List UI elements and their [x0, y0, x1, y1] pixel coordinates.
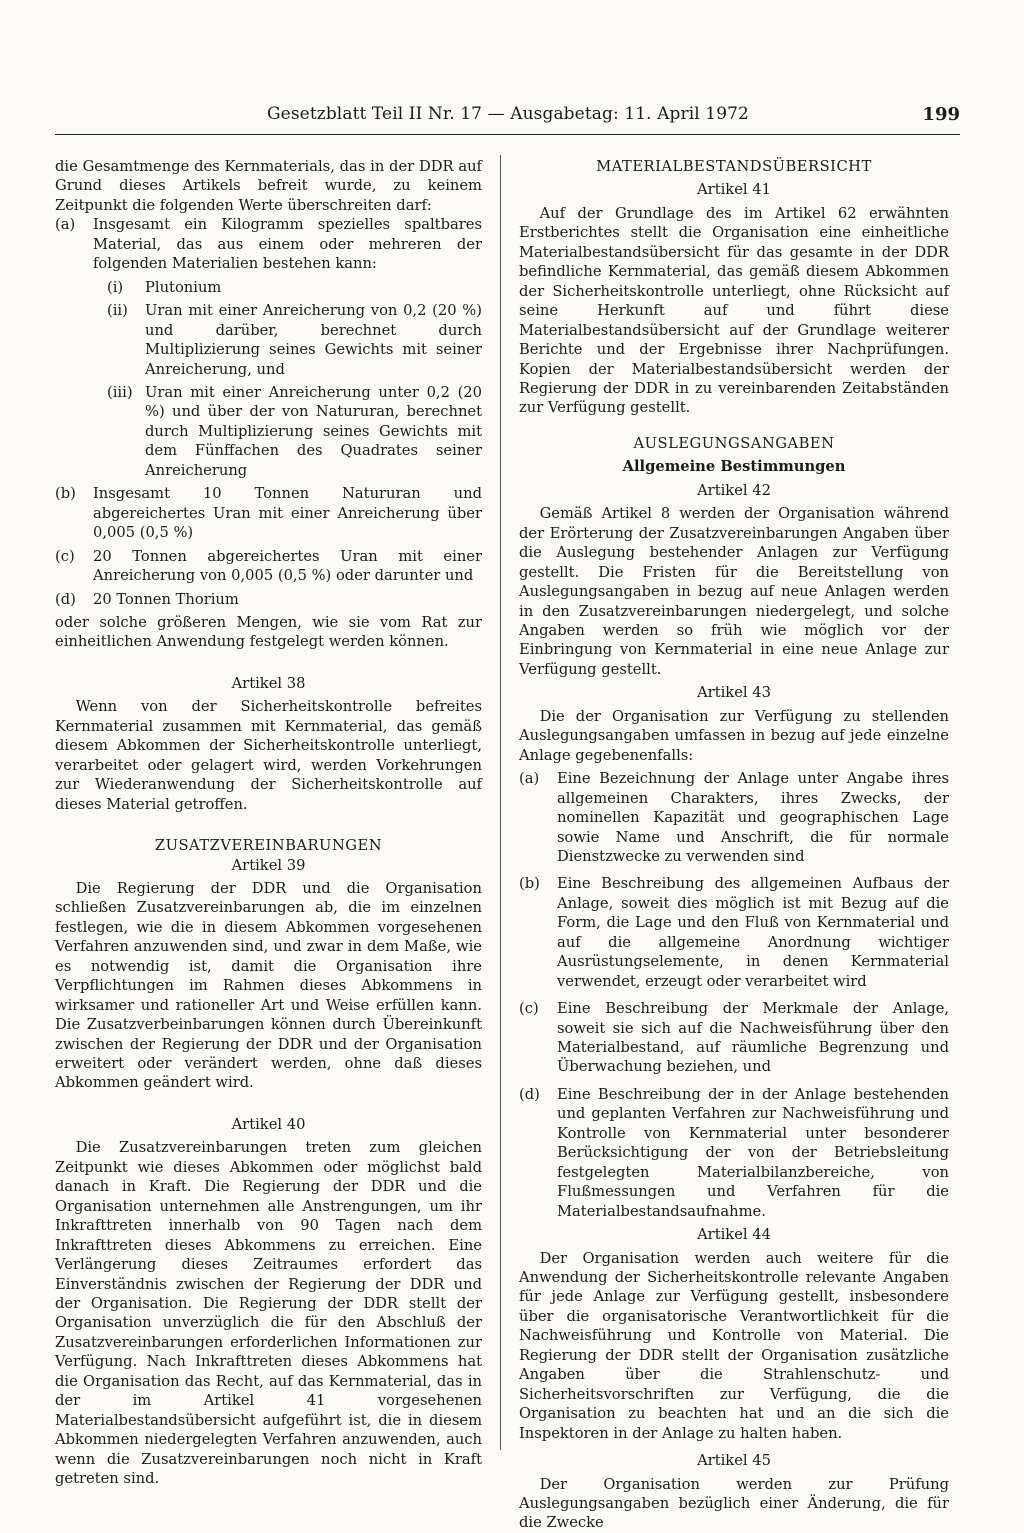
page-header [55, 98, 960, 135]
item-text: Eine Bezeichnung der Anlage unter Angabe ihres allgemeinen Charakters, ihres Zwecks, der nominellen Kapazität und geographischen Lage sowie Name und Anschrift, die für normale Dienstzwecke zu verwenden sind [557, 770, 949, 865]
header-title: Gesetzblatt Teil II Nr. 17 — Ausgabetag: 11. April 1972 [267, 104, 749, 124]
section-heading-auslegungsangaben: AUSLEGUNGSANGABEN [633, 434, 835, 452]
article-45-title: Artikel 45 [697, 1452, 771, 1470]
list-item-d [55, 590, 482, 609]
article-41-title: Artikel 41 [697, 181, 771, 199]
intro-paragraph: die Gesamtmenge des Kernmaterials, das in der DDR auf Grund dieses Artikels befreit wurde, zu keinem Zeitpunkt die folgenden Werte überschreiten darf: [55, 158, 482, 214]
item-text: Insgesamt 10 Tonnen Natururan und abgereichertes Uran mit einer Anreicherung über 0,005 (0,5 %) [93, 485, 482, 542]
list-item-c [519, 999, 949, 1077]
article-42-text: Gemäß Artikel 8 werden der Organisation während der Erörterung der Zusatzvereinbarungen Angaben über die Auslegung bestehender Anlagen zur Verfügung gestellt. Die Fristen für die Bereitstellung von Auslegungsangaben in bezug auf neue Anlagen werden in den Zusatzvereinbarungen niedergelegt, und solche Angaben werden so früh wie möglich vor der Einbringung von Kernmaterial in eine neue Anlage zur Verfügung gestellt. [519, 505, 949, 678]
list-item-a [519, 769, 949, 866]
sub-label: (i) [107, 278, 124, 296]
item-text: Eine Beschreibung der in der Anlage bestehenden und geplanten Verfahren zur Nachweisführung und Kontrolle von Kernmaterial unter besonderer Berücksichtigung der von der Betriebsleitung festgelegten Materialbilanzbereiche, von Flußmessungen und Verfahren für die Materialbestandsaufnahme. [557, 1085, 949, 1220]
article-41-text: Auf der Grundlage des im Artikel 62 erwähnten Erstberichtes stellt die Organisation eine einheitliche Materialbestandsübersicht für das gesamte in der DDR befindliche Kernmaterial, das gemäß diesem Abkommen der Sicherheitskontrolle unterliegt, ohne Rücksicht auf seine Herkunft auf und führt diese Materialbestandsübersicht auf der Grundlage weiterer Berichte und der Ergebnisse ihrer Nachprüfungen. Kopien der Materialbestandsübersicht werden der Regierung der DDR in zu vereinbarenden Zeitabständen zur Verfügung gestellt. [519, 204, 949, 417]
sub-label: (ii) [107, 302, 128, 320]
article-40-text: Die Zusatzvereinbarungen treten zum gleichen Zeitpunkt wie dieses Abkommen oder möglichst bald danach in Kraft. Die Regierung der DDR und die Organisation unternehmen alle Anstrengungen, um ihr Inkrafttreten innerhalb von 90 Tagen nach dem Inkrafttreten dieses Abkommens zu erreichen. Eine Verlängerung dieses Zeitraumes erfordert das Einverständnis zwischen der Regierung der DDR und der Organisation. Die Regierung der DDR stellt der Organisation unverzüglich die für den Abschluß der Zusatzvereinbarungen erforderlichen Informationen zur Verfügung. Nach Inkrafttreten dieses Abkommens hat die Organisation das Recht, auf das Kernmaterial, das in der im Artikel 41 vorgesehenen Materialbestandsübersicht aufgeführt ist, die in diesem Abkommen niedergelegten Verfahren anzuwenden, auch wenn die Zusatzvereinbarungen noch nicht in Kraft getreten sind. [55, 1139, 482, 1488]
article-44-title: Artikel 44 [697, 1226, 771, 1244]
sub-item-ii [107, 301, 482, 379]
list-item-c [55, 547, 482, 586]
list-item-a [55, 215, 482, 273]
article-42-title: Artikel 42 [697, 481, 771, 499]
item-label: (c) [519, 1000, 539, 1018]
article-40-title: Artikel 40 [231, 1115, 306, 1133]
article-45-text: Der Organisation werden zur Prüfung Auslegungsangaben bezüglich einer Änderung, die für die Zwecke [519, 1475, 949, 1532]
list-item-b [55, 484, 482, 542]
article-43-intro: Die der Organisation zur Verfügung zu stellenden Auslegungsangaben umfassen in bezug auf jede einzelne Anlage gegebenenfalls: [519, 707, 949, 764]
section-heading-materialbestand: MATERIALBESTANDSÜBERSICHT [596, 158, 872, 175]
item-label: (a) [519, 770, 540, 788]
closing-paragraph: oder solche größeren Mengen, wie sie vom Rat zur einheitlichen Anwendung festgelegt werden können. [55, 613, 482, 651]
left-column [55, 157, 482, 1489]
item-text: Insgesamt ein Kilogramm spezielles spaltbares Material, das aus einem oder mehreren der folgenden Materialien bestehen kann: [93, 216, 482, 273]
article-38-text: Wenn von der Sicherheitskontrolle befreites Kernmaterial zusammen mit Kernmaterial, das gemäß diesem Abkommen der Sicherheitskontrolle unterliegt, verarbeitet oder gelagert wird, werden Vorkehrungen zur Wiederanwendung der Sicherheitskontrolle auf dieses Material getroffen. [55, 698, 482, 813]
item-label: (d) [519, 1085, 540, 1103]
item-label: (b) [519, 875, 540, 893]
list-item-b [519, 874, 949, 991]
list-item-d [519, 1085, 949, 1221]
sub-text: Plutonium [145, 278, 222, 296]
article-39-text: Die Regierung der DDR und die Organisation schließen Zusatzvereinbarungen ab, die im einzelnen festlegen, wie die in diesem Abkommen vorgesehenen Verfahren anzuwenden sind, und zwar in dem Maße, wie es notwendig ist, damit die Organisation ihre Verpflichtungen im Rahmen dieses Abkommens in wirksamer und rationeller Art und Weise erfüllen kann. Die Zusatzverbeinbarungen können durch Übereinkunft zwischen der Regierung der DDR und der Organisation erweitert oder verändert werden, ohne daß dieses Abkommen geändert wird. [55, 879, 482, 1092]
page-number: 199 [922, 104, 960, 125]
article-43-title: Artikel 43 [697, 684, 771, 702]
item-text: 20 Tonnen abgereichertes Uran mit einer Anreicherung von 0,005 (0,5 %) oder darunter und [93, 547, 482, 585]
section-heading-zusatzvereinbarungen: ZUSATZVEREINBARUNGEN [154, 837, 383, 855]
article-44-text: Der Organisation werden auch weitere für die Anwendung der Sicherheitskontrolle relevante Angaben für jede Anlage zur Verfügung gestellt, insbesondere über die organisatorische Verantwortlichkeit für die Nachweisführung und Kontrolle von Material. Die Regierung der DDR stellt der Organisation zusätzliche Angaben über die Strahlenschutz- und Sicherheitsvorschriften zur Verfügung, die die Organisation zu beachten hat und an die sich die Inspektoren in der Anlage zu halten haben. [519, 1249, 949, 1442]
article-38-title: Artikel 38 [231, 674, 306, 692]
sub-item-i [107, 278, 482, 297]
item-text: Eine Beschreibung des allgemeinen Aufbaus der Anlage, soweit dies möglich ist mit Bezug auf die Form, die Lage und den Fluß von Kernmaterial und auf die allgemeine Anordnung wichtiger Ausrüstungselemente, in denen Kernmaterial verwendet, erzeugt oder verarbeitet wird [557, 875, 949, 990]
article-39-title: Artikel 39 [231, 856, 306, 874]
right-column [519, 157, 949, 1533]
sub-text: Uran mit einer Anreicherung von 0,2 (20 %) und darüber, berechnet durch Multiplizierung seines Gewichts mit seiner Anreicherung, und [145, 302, 482, 378]
sub-label: (iii) [107, 383, 133, 401]
column-divider [500, 155, 501, 1450]
item-label: (b) [55, 485, 76, 503]
sub-text: Uran mit einer Anreicherung unter 0,2 (20 %) und über der von Natururan, berechnet durch Multiplizierung seines Gewichts mit dem Fünffachen des Quadrates seiner Anreicherung [145, 383, 482, 479]
item-text: Eine Beschreibung der Merkmale der Anlage, soweit sie sich auf die Nachweisführung über den Materialbestand, auf räumliche Begrenzung und Überwachung beziehen, und [557, 1000, 949, 1076]
item-label: (d) [55, 590, 76, 608]
sub-item-iii [107, 383, 482, 480]
subsection-heading: Allgemeine Bestimmungen [622, 458, 846, 476]
item-text: 20 Tonnen Thorium [93, 590, 239, 608]
item-label: (c) [55, 547, 75, 565]
item-label: (a) [55, 216, 76, 234]
